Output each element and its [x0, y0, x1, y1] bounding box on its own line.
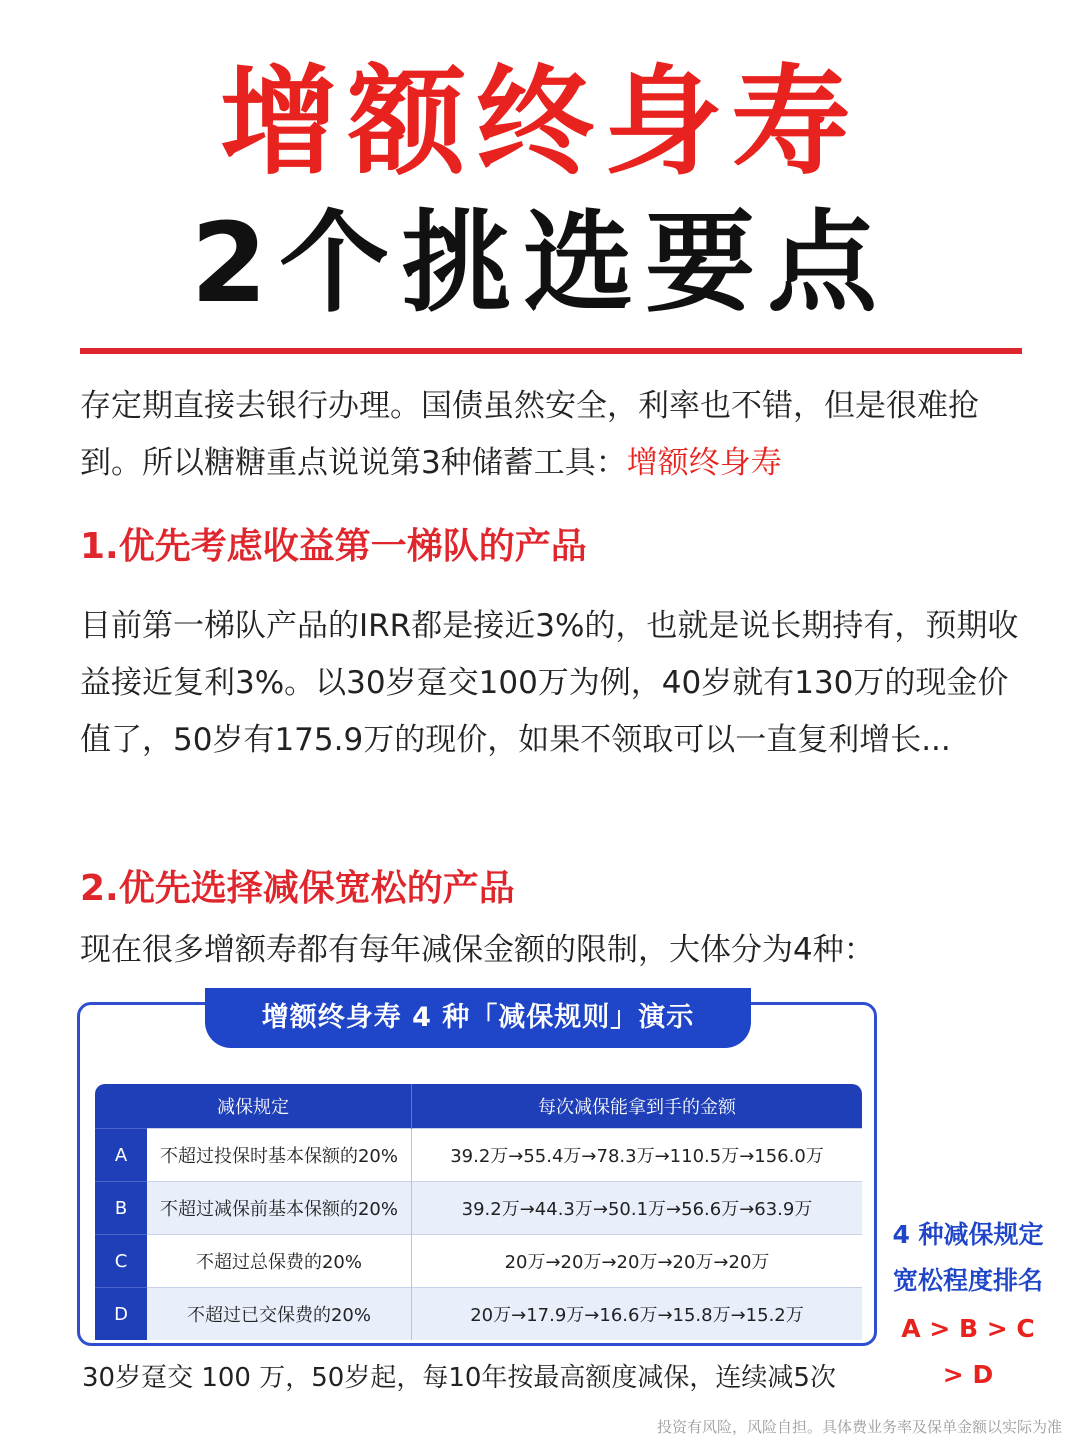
amount-column-header: 每次减保能拿到手的金额	[412, 1084, 863, 1129]
section2-body: 现在很多增额寿都有每年减保金额的限制，大体分为4种：	[80, 932, 875, 968]
rules-banner: 增额终身寿 4 种「减保规则」演示	[205, 988, 751, 1048]
row-rule: 不超过总保费的20%	[147, 1235, 412, 1288]
rule-column-header: 减保规定	[95, 1084, 412, 1129]
section1-heading: 1.优先考虑收益第一梯队的产品	[80, 526, 587, 567]
row-amount: 20万→20万→20万→20万→20万	[412, 1235, 863, 1288]
intro-text: 存定期直接去银行办理。国债虽然安全，利率也不错，但是很难抢到。所以糖糖重点说说第3种储蓄工具：	[80, 388, 979, 481]
side-note-line1: 4 种减保规定	[892, 1220, 1044, 1249]
row-letter: B	[95, 1182, 147, 1235]
row-rule: 不超过投保时基本保额的20%	[147, 1129, 412, 1182]
row-amount: 39.2万→44.3万→50.1万→56.6万→63.9万	[412, 1182, 863, 1235]
table-footnote: 30岁趸交 100 万，50岁起，每10年按最高额度减保，连续减5次	[82, 1363, 836, 1393]
page-title: 增额终身寿	[219, 53, 860, 191]
row-amount: 39.2万→55.4万→78.3万→110.5万→156.0万	[412, 1129, 863, 1182]
table-row	[95, 1129, 862, 1182]
row-letter: C	[95, 1235, 147, 1288]
rules-table	[95, 1084, 862, 1340]
intro-paragraph	[80, 378, 1030, 492]
intro-highlight: 增额终身寿	[626, 445, 782, 481]
row-rule: 不超过减保前基本保额的20%	[147, 1182, 412, 1235]
title-divider	[80, 348, 1022, 354]
table-row	[95, 1182, 862, 1235]
row-letter: A	[95, 1129, 147, 1182]
side-note-line2: 宽松程度排名	[892, 1266, 1043, 1295]
section1-body: 目前第一梯队产品的IRR都是接近3%的，也就是说长期持有，预期收益接近复利3%。以30岁趸交100万为例，40岁就有130万的现金价值了，50岁有175.9万的现价，如果不领取可以一直复利增长...	[80, 608, 1019, 758]
table-row	[95, 1288, 862, 1341]
row-amount: 20万→17.9万→16.6万→15.8万→15.2万	[412, 1288, 863, 1341]
section2-heading: 2.优先选择减保宽松的产品	[80, 868, 515, 909]
side-note-ranking: A > B > C > D	[901, 1314, 1035, 1389]
table-row	[95, 1235, 862, 1288]
row-letter: D	[95, 1288, 147, 1341]
row-rule: 不超过已交保费的20%	[147, 1288, 412, 1341]
page-subtitle: 2个挑选要点	[190, 199, 890, 327]
disclaimer: 投资有风险，风险自担。具体费业务率及保单金额以实际为准	[656, 1418, 1062, 1436]
